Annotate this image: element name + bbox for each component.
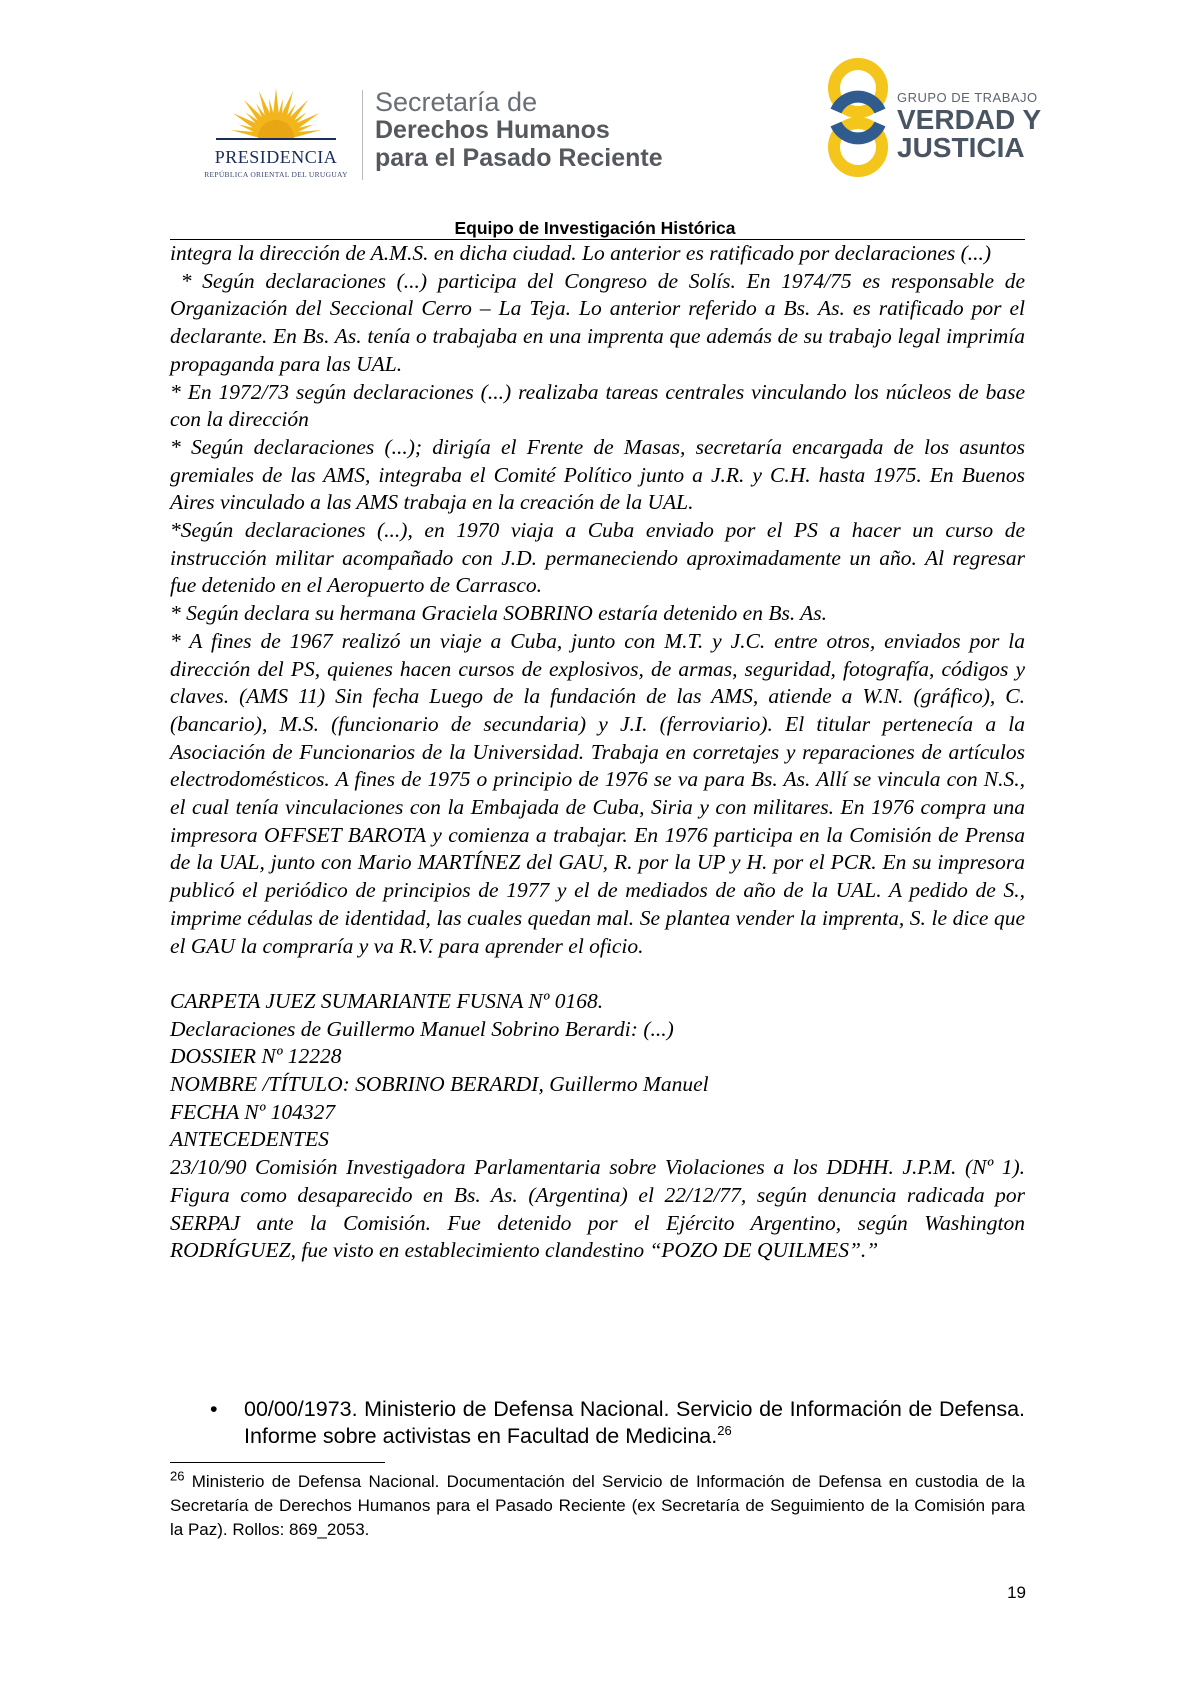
paragraph: * En 1972/73 según declaraciones (...) realizaba tareas centrales vinculando los núcleos de base con la dirección [170, 379, 1025, 432]
footnote-number: 26 [170, 1468, 185, 1484]
verdad-justicia-title [897, 90, 1117, 162]
paragraph: * A fines de 1967 realizó un viaje a Cuba, junto con M.T. y J.C. entre otros, enviados por la dirección del PS, quienes hacen cursos de explosivos, de armas, seguridad, fotografía, códigos y claves. (AMS 11) Sin fecha Luego de la fundación de las AMS, atiende a W.N. (gráfico), C. (bancario), M.S. (funcionario de secundaria) y J.I. (ferroviario). El titular pertenecía a la Asociación de Funcionarios de la Universidad. Trabaja en corretajes y reparaciones de artículos electrodomésticos. A fines de 1975 o principio de 1976 se va para Bs. As. Allí se vincula con N.S., el cual tenía vinculaciones con la Embajada de Cuba, Siria y con militares. En 1976 compra una impresora OFFSET BAROTA y comienza a trabajar. En 1976 participa en la Comisión de Prensa de la UAL, junto con Mario MARTÍNEZ del GAU, R. por la UP y H. por el PCR. En su impresora publicó el periódico de principios de 1977 y el de mediados de año de la UAL. A pedido de S., imprime cédulas de identidad, las cuales quedan mal. Se plantea vender la imprenta, S. le dice que el GAU la compraría y va R.V. para aprender el oficio. [170, 628, 1025, 958]
footnote-text: Ministerio de Defensa Nacional. Documentación del Servicio de Información de Defensa en custodia de la Secretaría de Derechos Humanos para el Pasado Reciente (ex Secretaría de Seguimiento de la Comisión para la Paz). Rollos: 869_2053. [170, 1472, 1025, 1539]
presidencia-word: PRESIDENCIA [214, 147, 338, 167]
bullet-icon: • [210, 1397, 218, 1421]
footnote-rule [170, 1462, 385, 1463]
secretaria-line-1: Secretaría de [375, 87, 538, 117]
bullet-item [170, 1396, 1025, 1450]
presidencia-subtitle: REPÚBLICA ORIENTAL DEL URUGUAY [204, 170, 348, 179]
bullet-text: 00/00/1973. Ministerio de Defensa Nacional. Servicio de Información de Defensa. Informe sobre activistas en Facultad de Medicina. [244, 1397, 1025, 1448]
footnote-reference[interactable]: 26 [717, 1422, 732, 1438]
paragraph: * Según declaraciones (...); dirigía el Frente de Masas, secretaría encargada de los asuntos gremiales de las AMS, integraba el Comité Político junto a J.R. y C.H. hasta 1975. En Buenos Aires vinculado a las AMS trabaja en la creación de la UAL. [170, 434, 1025, 515]
secretaria-line-3: para el Pasado Reciente [375, 144, 663, 172]
body-text [170, 240, 1031, 1265]
record-line: ANTECEDENTES [170, 1127, 329, 1152]
logo-divider [362, 90, 363, 180]
header-title: Equipo de Investigación Histórica [454, 218, 736, 238]
vyj-line-2: VERDAD Y [897, 104, 1042, 135]
record-line: DOSSIER Nº 12228 [170, 1044, 342, 1069]
bullet-body [244, 1396, 1025, 1450]
record-line: Declaraciones de Guillermo Manuel Sobrino Berardi: (...) [170, 1016, 674, 1041]
paragraph: * Según declara su hermana Graciela SOBRINO estaría detenido en Bs. As. [170, 601, 828, 626]
sun-emblem-icon [196, 80, 356, 150]
antecedentes-paragraph: 23/10/90 Comisión Investigadora Parlamentaria sobre Violaciones a los DDHH. J.P.M. (Nº 1). Figura como desaparecido en Bs. As. (Argentina) el 22/12/77, según denuncia radicada por SERPAJ ante la Comisión. Fue detenido por el Ejército Argentino, según Washington RODRÍGUEZ, fue visto en establecimiento clandestino “POZO DE QUILMES”.” [170, 1155, 1025, 1263]
paragraph: integra la dirección de A.M.S. en dicha ciudad. Lo anterior es ratificado por declaraciones (...) [170, 241, 992, 265]
paragraph-gap [170, 960, 1025, 988]
footnote [170, 1470, 1025, 1542]
paragraph: *Según declaraciones (...), en 1970 viaja a Cuba enviado por el PS a hacer un curso de instrucción militar acompañado con J.D. permaneciendo aproximadamente un año. Al regresar fue detenido en el Aeropuerto de Carrasco. [170, 518, 1025, 598]
vyj-line-1: GRUPO DE TRABAJO [897, 90, 1038, 105]
record-line: FECHA Nº 104327 [170, 1099, 336, 1124]
page-number: 19 [1007, 1583, 1026, 1602]
paragraph: * Según declaraciones (...) participa del Congreso de Solís. En 1974/75 es responsable de Organización del Seccional Cerro – La Teja. Lo anterior referido a Bs. As. es ratificado por el declarante. En Bs. As. tenía o trabajaba en una imprenta que además de su trabajo legal imprimía propaganda para las UAL. [170, 268, 1031, 376]
record-line: CARPETA JUEZ SUMARIANTE FUSNA Nº 0168. [170, 988, 604, 1013]
page-header [0, 0, 1190, 238]
vyj-line-3: JUSTICIA [897, 132, 1025, 163]
secretaria-title [375, 88, 715, 172]
secretaria-line-2: Derechos Humanos [375, 116, 610, 144]
presidencia-logo [196, 80, 356, 185]
record-line: NOMBRE /TÍTULO: SOBRINO BERARDI, Guillermo Manuel [170, 1072, 709, 1097]
